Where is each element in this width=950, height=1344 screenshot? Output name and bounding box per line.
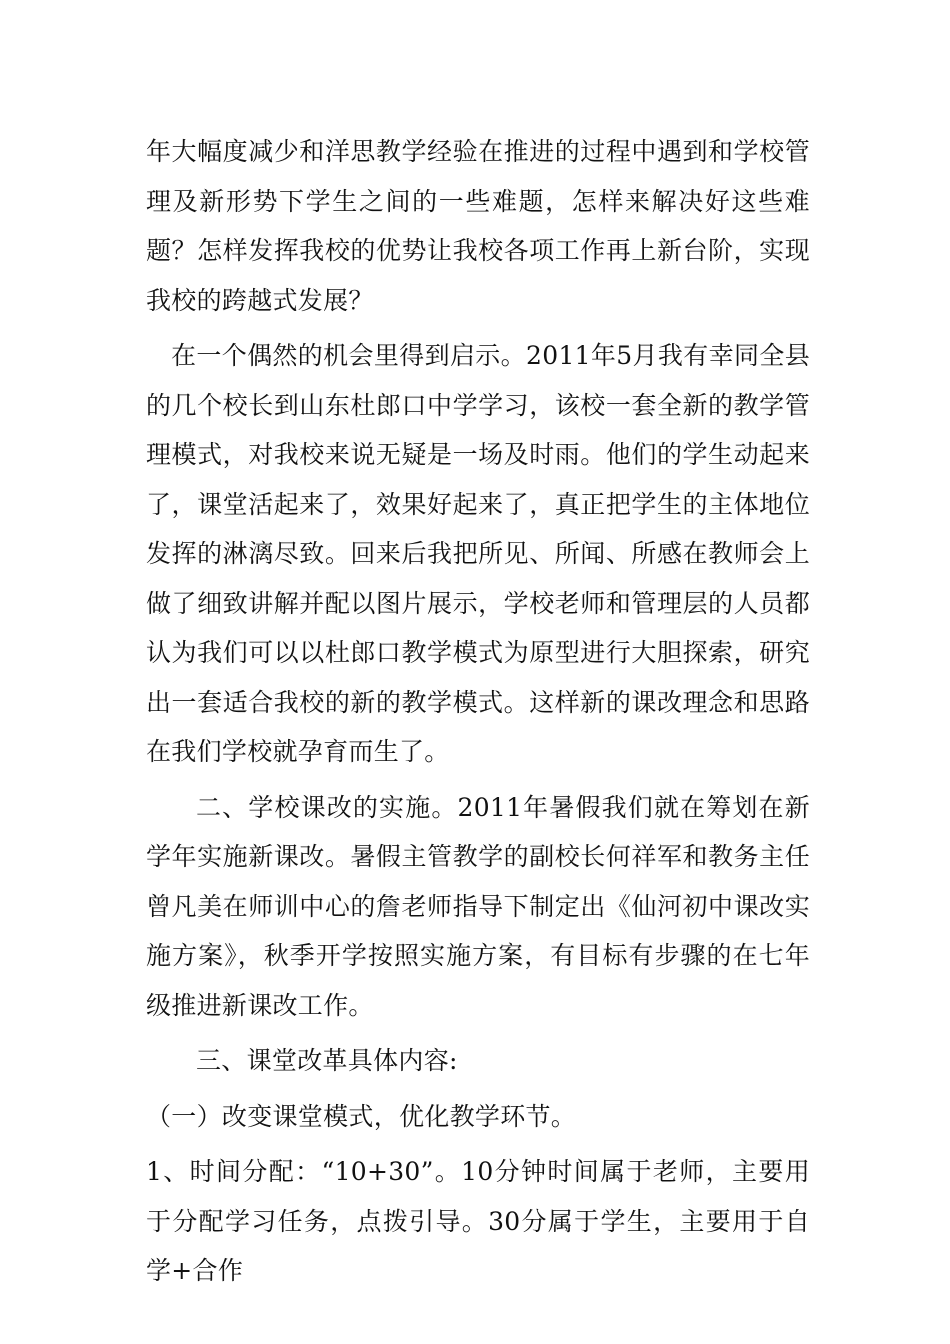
paragraph-inspiration: 在一个偶然的机会里得到启示。2011年5月我有幸同全县的几个校长到山东杜郎口中学学习，该校一套全新的教学管理模式，对我校来说无疑是一场及时雨。他们的学生动起来了，课堂活起来了，效果好起来了，真正把学生的主体地位发挥的淋漓尽致。回来后我把所见、所闻、所感在教师会上做了细致讲解并配以图片展示，学校老师和管理层的人员都认为我们可以以杜郎口教学模式为原型进行大胆探索，研究出一套适合我校的新的教学模式。这样新的课改理念和思路在我们学校就孕育而生了。	[146, 341, 810, 766]
section-heading-reform-content: 三、课堂改革具体内容:	[196, 1046, 458, 1075]
subheading-classroom-mode: （一）改变课堂模式，优化教学环节。	[146, 1101, 577, 1131]
paragraph-time-allocation: 1、时间分配：“10+30”。10分钟时间属于老师，主要用于分配学习任务，点拨引导。30分属于学生，主要用于自学+合作	[146, 1157, 810, 1285]
paragraph-continuation: 年大幅度减少和洋思教学经验在推进的过程中遇到和学校管理及新形势下学生之间的一些难题，怎样来解决好这些难题？怎样发挥我校的优势让我校各项工作再上新台阶，实现我校的跨越式发展？	[146, 137, 810, 315]
paragraph-implementation: 二、学校课改的实施。2011年暑假我们就在筹划在新学年实施新课改。暑假主管教学的副校长何祥军和教务主任曾凡美在师训中心的詹老师指导下制定出《仙河初中课改实施方案》，秋季开学按照实施方案，有目标有步骤的在七年级推进新课改工作。	[146, 792, 810, 1020]
document-body	[146, 127, 810, 1302]
